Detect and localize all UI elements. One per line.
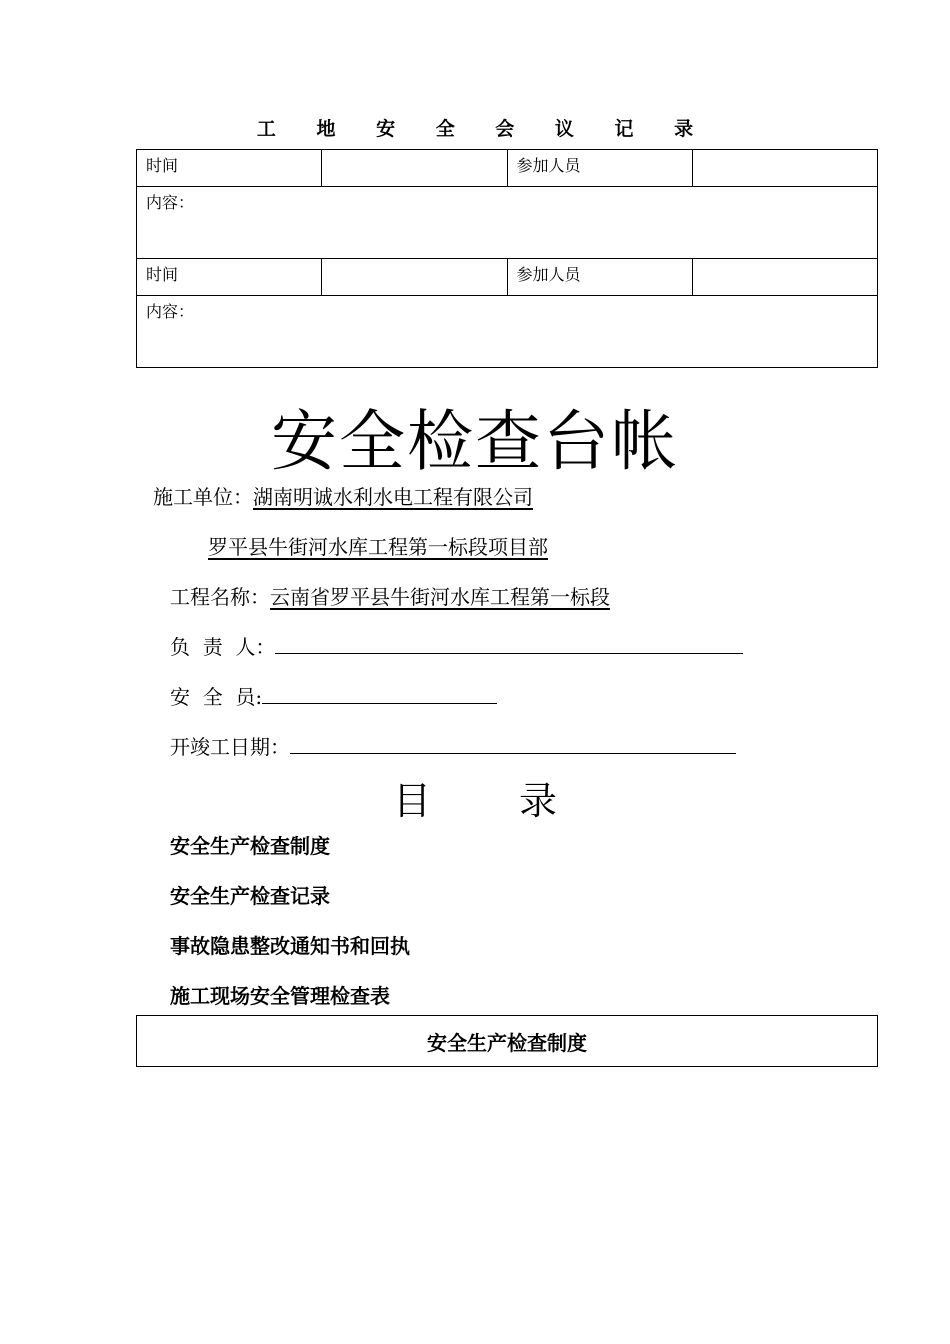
time-label: 时间: [137, 259, 322, 296]
safety-officer-blank-field[interactable]: [262, 683, 497, 704]
construction-unit-label: 施工单位：: [153, 485, 253, 509]
toc-item[interactable]: 事故隐患整改通知书和回执: [170, 934, 410, 958]
safety-officer-line: [170, 681, 497, 710]
content-cell[interactable]: [137, 296, 878, 368]
manager-label: 负 责 人：: [170, 635, 276, 659]
toc-title: 目 录: [392, 779, 596, 823]
section-header-box: [136, 1015, 878, 1067]
project-name-line: [170, 581, 610, 610]
dates-line: [170, 731, 736, 760]
meeting-record-title: 工 地 安 全 会 议 记 录: [256, 118, 711, 140]
toc-item[interactable]: 施工现场安全管理检查表: [170, 984, 390, 1008]
content-label: 内容：: [146, 193, 195, 212]
dates-label: 开竣工日期：: [170, 735, 290, 759]
toc-item[interactable]: 安全生产检查记录: [170, 884, 330, 908]
meeting-row-header: [137, 259, 878, 296]
meeting-row-content: [137, 296, 878, 368]
project-name-label: 工程名称：: [170, 585, 270, 609]
attendees-label: 参加人员: [507, 150, 692, 187]
time-label: 时间: [137, 150, 322, 187]
section-title: 安全生产检查制度: [427, 1030, 587, 1055]
dates-blank-field[interactable]: [290, 733, 736, 754]
safety-officer-label: 安 全 员:: [170, 685, 263, 709]
time-value-cell[interactable]: [322, 150, 507, 187]
construction-unit-line: [153, 481, 533, 510]
attendees-value-cell[interactable]: [692, 150, 877, 187]
attendees-label: 参加人员: [507, 259, 692, 296]
content-label: 内容：: [146, 302, 195, 321]
content-cell[interactable]: [137, 187, 878, 259]
construction-unit-line-2: [208, 531, 548, 560]
meeting-row-header: [137, 150, 878, 187]
construction-unit-value: 湖南明诚水利水电工程有限公司: [253, 485, 533, 509]
meeting-record-table: [136, 149, 878, 368]
attendees-value-cell[interactable]: [692, 259, 877, 296]
construction-unit-value-2: 罗平县牛街河水库工程第一标段项目部: [208, 535, 548, 559]
time-value-cell[interactable]: [322, 259, 507, 296]
meeting-row-content: [137, 187, 878, 259]
ledger-title: 安全检查台帐: [271, 403, 679, 480]
toc-item[interactable]: 安全生产检查制度: [170, 834, 330, 858]
project-name-value: 云南省罗平县牛街河水库工程第一标段: [270, 585, 610, 609]
manager-blank-field[interactable]: [275, 633, 743, 654]
manager-line: [170, 631, 743, 660]
